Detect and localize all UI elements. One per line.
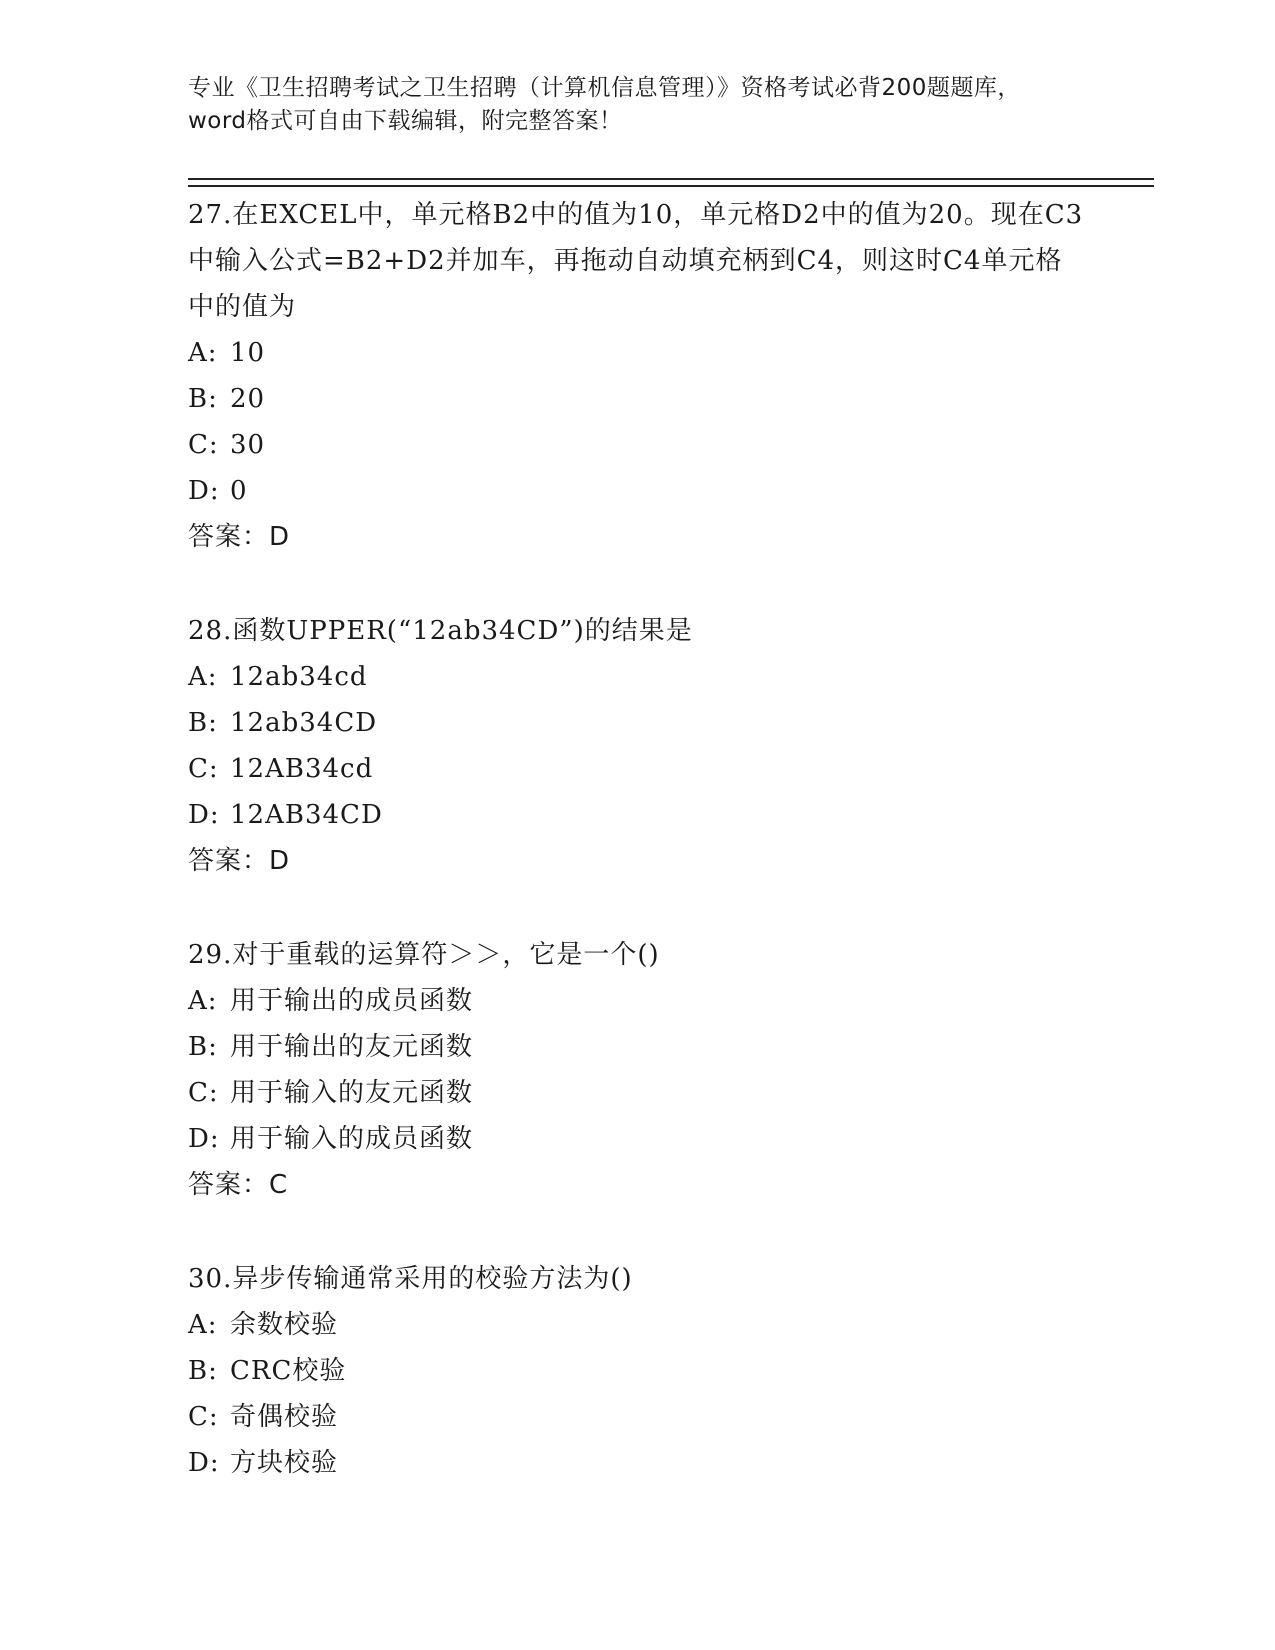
option-text: 余数校验: [230, 1310, 339, 1340]
option-c: [188, 1394, 1088, 1440]
document-header: [188, 72, 1088, 138]
answer-line: 答案：D: [188, 846, 291, 876]
header-divider-top: [188, 178, 1154, 180]
option-text: 用于输入的友元函数: [230, 1078, 474, 1108]
option-b: [188, 1348, 1088, 1394]
answer-line: 答案：C: [188, 1170, 289, 1200]
option-a: [188, 978, 1088, 1024]
question-text: 27.在EXCEL中，单元格B2中的值为10，单元格D2中的值为20。现在C3中输入公式=B2+D2并加车，再拖动自动填充柄到C4，则这时C4单元格中的值为: [188, 200, 1084, 322]
option-a: [188, 330, 1088, 376]
option-letter: D:: [188, 1448, 220, 1478]
option-c: [188, 1070, 1088, 1116]
option-letter: A:: [188, 662, 218, 692]
option-text: 12AB34cd: [230, 754, 374, 784]
option-letter: A:: [188, 986, 218, 1016]
option-letter: C:: [188, 754, 219, 784]
option-b: [188, 1024, 1088, 1070]
question-27: [188, 192, 1088, 560]
header-divider-bottom: [188, 185, 1154, 187]
option-letter: A:: [188, 338, 218, 368]
option-a: [188, 1302, 1088, 1348]
option-text: 10: [230, 338, 266, 368]
option-c: [188, 746, 1088, 792]
question-list: [188, 192, 1088, 1534]
option-text: 12AB34CD: [230, 800, 383, 830]
option-d: [188, 1440, 1088, 1486]
option-letter: B:: [188, 1356, 218, 1386]
option-letter: C:: [188, 1402, 219, 1432]
option-text: 用于输出的成员函数: [230, 986, 474, 1016]
option-text: 方块校验: [230, 1448, 339, 1478]
question-text: 28.函数UPPER(“12ab34CD”)的结果是: [188, 616, 693, 646]
answer-line: 答案：D: [188, 522, 291, 552]
option-letter: D:: [188, 1124, 220, 1154]
header-line-2: word格式可自由下载编辑，附完整答案！: [188, 108, 623, 134]
option-text: 0: [230, 476, 248, 506]
header-line-1: 专业《卫生招聘考试之卫生招聘（计算机信息管理）》资格考试必背200题题库，: [188, 75, 1021, 101]
option-letter: B:: [188, 384, 218, 414]
option-letter: C:: [188, 1078, 219, 1108]
option-text: 12ab34CD: [230, 708, 378, 738]
option-a: [188, 654, 1088, 700]
option-letter: B:: [188, 708, 218, 738]
question-30: [188, 1256, 1088, 1486]
option-text: 奇偶校验: [230, 1402, 339, 1432]
question-28: [188, 608, 1088, 884]
option-letter: D:: [188, 476, 220, 506]
option-letter: C:: [188, 430, 219, 460]
option-d: [188, 468, 1088, 514]
option-letter: D:: [188, 800, 220, 830]
question-text: 30.异步传输通常采用的校验方法为(): [188, 1264, 633, 1294]
option-text: 20: [230, 384, 266, 414]
option-b: [188, 700, 1088, 746]
option-text: 12ab34cd: [230, 662, 368, 692]
question-text: 29.对于重载的运算符＞＞，它是一个(): [188, 940, 660, 970]
option-c: [188, 422, 1088, 468]
option-text: 30: [230, 430, 266, 460]
option-letter: B:: [188, 1032, 218, 1062]
option-d: [188, 1116, 1088, 1162]
option-d: [188, 792, 1088, 838]
option-letter: A:: [188, 1310, 218, 1340]
question-29: [188, 932, 1088, 1208]
option-text: 用于输入的成员函数: [230, 1124, 474, 1154]
option-text: CRC校验: [230, 1356, 347, 1386]
option-b: [188, 376, 1088, 422]
option-text: 用于输出的友元函数: [230, 1032, 474, 1062]
